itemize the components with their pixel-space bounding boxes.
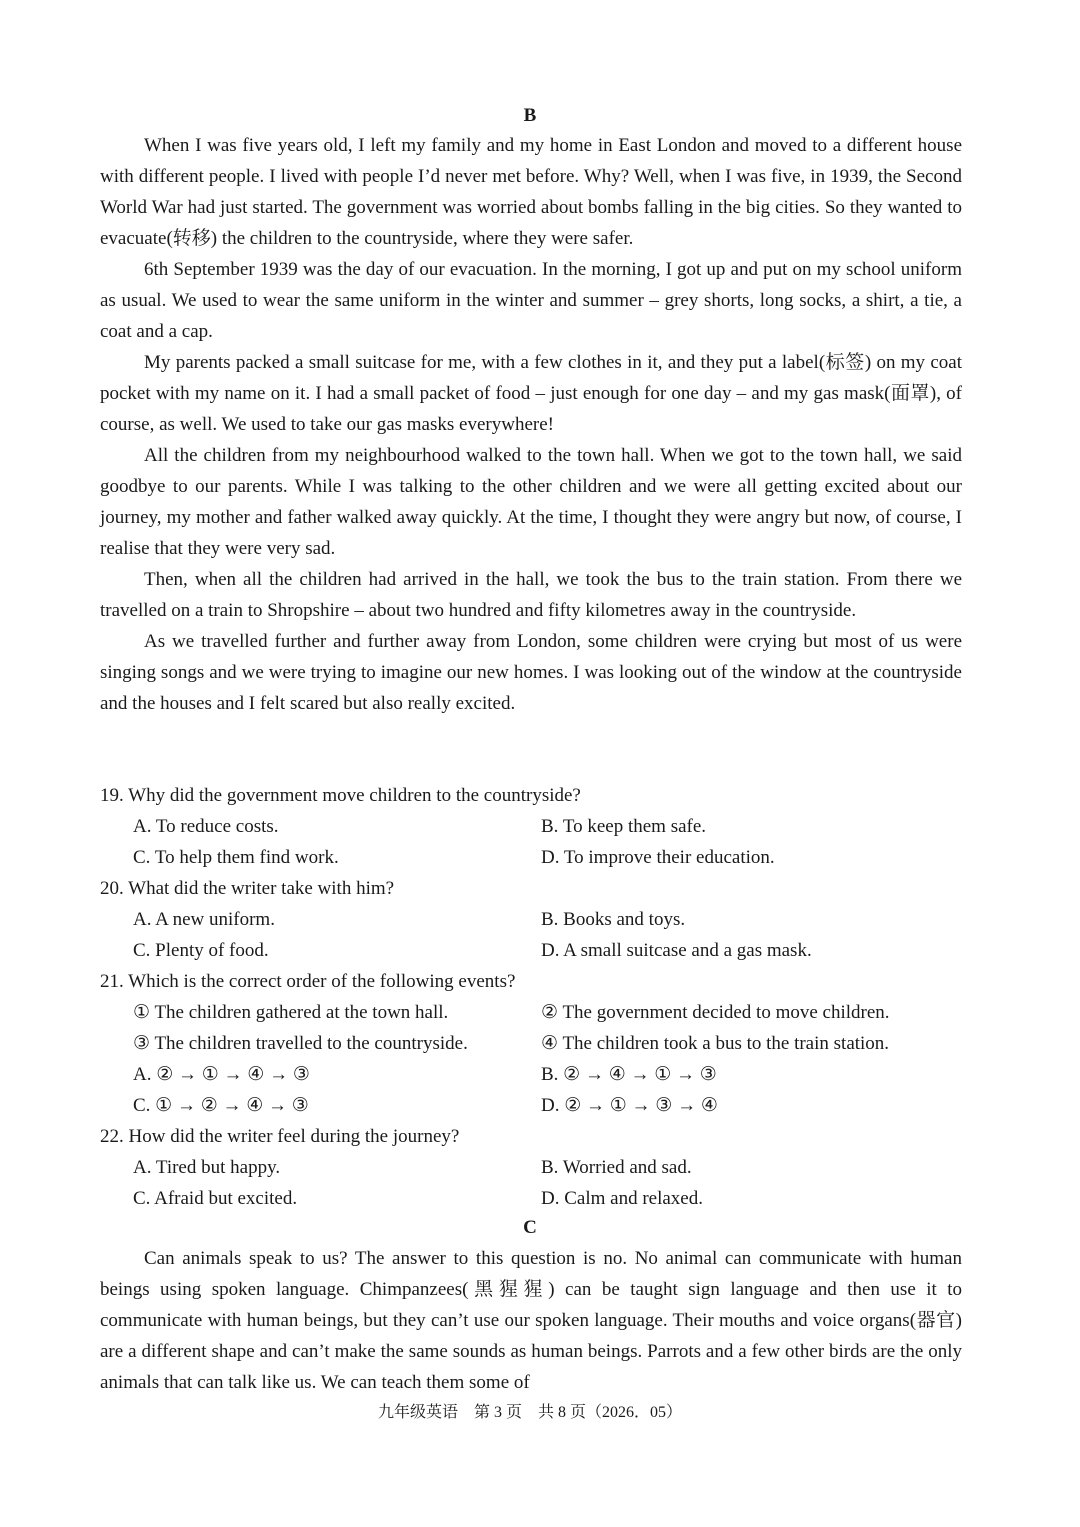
passage-c-paragraph: Can animals speak to us? The answer to this question is no. No animal can communicate with human beings using spoken language. Chimpanzees(黑猩猩) can be taught sign language and then use it to communicate with human beings, but they can’t use our spoken language. Their mouths and voice organs(器官) are a different shape and can’t make the same sounds as human beings. Parrots and a few other birds are the only animals that can talk like us. We can teach them some of	[100, 1248, 962, 1393]
option-b[interactable]: B. Books and toys.	[541, 909, 686, 930]
event-item: ① The children gathered at the town hall.	[133, 1002, 449, 1023]
option-b[interactable]: B. To keep them safe.	[541, 816, 707, 837]
question-19-options	[133, 811, 973, 873]
option-b[interactable]: B. Worried and sad.	[541, 1157, 692, 1178]
option-a[interactable]: A. To reduce costs.	[133, 816, 279, 837]
passage-b-paragraph: When I was five years old, I left my family and my home in East London and moved to a different house with different people. I lived with people I’d never met before. Why? Well, when I was five, in 1939, the Second World War had just started. The government was worried about bombs falling in the big cities. So they wanted to evacuate(转移) the children to the countryside, where they were safer.	[100, 135, 962, 249]
passage-b-paragraph: My parents packed a small suitcase for me, with a few clothes in it, and they put a label(标签) on my coat pocket with my name on it. I had a small packet of food – just enough for one day – and my gas mask(面罩), of course, as well. We used to take our gas masks everywhere!	[100, 352, 962, 435]
event-item: ② The government decided to move children.	[541, 1002, 890, 1023]
option-c[interactable]: C. Afraid but excited.	[133, 1188, 298, 1209]
event-item: ④ The children took a bus to the train station.	[541, 1033, 890, 1054]
question-21-events	[133, 997, 973, 1121]
passage-b-paragraph: 6th September 1939 was the day of our evacuation. In the morning, I got up and put on my school uniform as usual. We used to wear the same uniform in the winter and summer – grey shorts, long socks, a shirt, a tie, a coat and a cap.	[100, 259, 962, 342]
option-a[interactable]: A. A new uniform.	[133, 909, 275, 930]
option-c[interactable]: C. ① → ② → ④ → ③	[133, 1095, 309, 1116]
passage-b-paragraph: As we travelled further and further away from London, some children were crying but most of us were singing songs and we were trying to imagine our new homes. I was looking out of the window at the countryside and the houses and I felt scared but also really excited.	[100, 631, 962, 714]
option-d[interactable]: D. Calm and relaxed.	[541, 1188, 703, 1209]
option-c[interactable]: C. Plenty of food.	[133, 940, 269, 961]
passage-c	[100, 1243, 962, 1398]
option-a[interactable]: A. Tired but happy.	[133, 1157, 281, 1178]
event-item: ③ The children travelled to the countryside.	[133, 1033, 468, 1054]
question-21-stem: 21. Which is the correct order of the following events?	[100, 971, 516, 992]
question-20-stem: 20. What did the writer take with him?	[100, 878, 395, 899]
question-22-options	[133, 1152, 973, 1214]
page-footer: 九年级英语 第 3 页 共 8 页（2026．05）	[377, 1404, 682, 1421]
section-c-title: C	[523, 1217, 537, 1238]
passage-b-paragraph: Then, when all the children had arrived in the hall, we took the bus to the train station. From there we travelled on a train to Shropshire – about two hundred and fifty kilometres away in the countryside.	[100, 569, 962, 621]
section-b-title: B	[523, 105, 537, 126]
option-d[interactable]: D. A small suitcase and a gas mask.	[541, 940, 812, 961]
passage-b	[100, 130, 962, 719]
option-d[interactable]: D. To improve their education.	[541, 847, 775, 868]
option-c[interactable]: C. To help them find work.	[133, 847, 339, 868]
option-a[interactable]: A. ② → ① → ④ → ③	[133, 1064, 310, 1085]
question-22-stem: 22. How did the writer feel during the journey?	[100, 1126, 460, 1147]
option-d[interactable]: D. ② → ① → ③ → ④	[541, 1095, 718, 1116]
question-19-stem: 19. Why did the government move children to the countryside?	[100, 785, 581, 806]
passage-b-paragraph: All the children from my neighbourhood walked to the town hall. When we got to the town hall, we said goodbye to our parents. While I was talking to the other children and we were all getting excited about our journey, my mother and father walked away quickly. At the time, I thought they were angry but now, of course, I realise that they were very sad.	[100, 445, 962, 559]
option-b[interactable]: B. ② → ④ → ① → ③	[541, 1064, 717, 1085]
question-20-options	[133, 904, 973, 966]
